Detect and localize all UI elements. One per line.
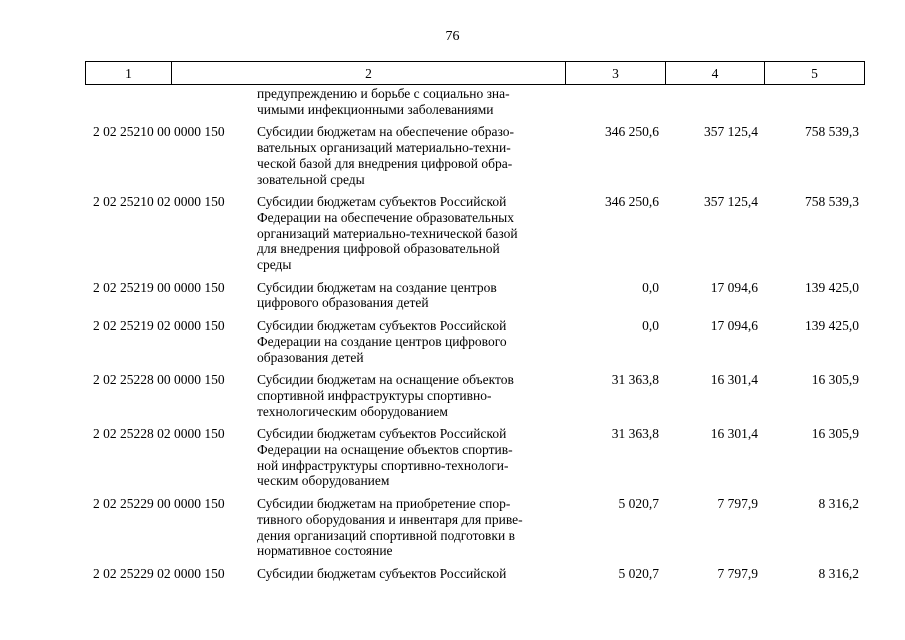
row-code: 2 02 25219 02 0000 150 — [93, 318, 225, 334]
table-row — [85, 86, 865, 117]
row-description: Субсидии бюджетам на приобретение спор- тивного оборудования и инвентаря для приве- дения организаций спортивной подготовки в нормативное состояние — [257, 496, 523, 559]
table-row — [85, 566, 865, 582]
row-value-col5: 8 316,2 — [818, 565, 859, 581]
row-value-col3: 31 363,8 — [611, 426, 659, 442]
row-description: Субсидии бюджетам на оснащение объектов спортивной инфраструктуры спортивно- технологическим оборудованием — [257, 372, 514, 419]
table-row — [85, 372, 865, 419]
row-value-col4: 7 797,9 — [717, 496, 758, 512]
row-value-col4: 357 125,4 — [704, 124, 758, 140]
row-value-col3: 0,0 — [642, 318, 659, 334]
budget-rows — [85, 86, 865, 582]
row-code: 2 02 25219 00 0000 150 — [93, 279, 225, 295]
row-value-col5: 139 425,0 — [805, 318, 859, 334]
row-value-col3: 5 020,7 — [618, 496, 659, 512]
row-value-col4: 17 094,6 — [710, 318, 758, 334]
table-row — [85, 318, 865, 365]
row-value-col4: 7 797,9 — [717, 565, 758, 581]
column-header-row — [86, 62, 865, 85]
row-value-col5: 16 305,9 — [811, 426, 859, 442]
row-value-col5: 8 316,2 — [818, 496, 859, 512]
row-description: Субсидии бюджетам субъектов Российской Федерации на оснащение объектов спортив- ной инфраструктуры спортивно-технологи- ческим оборудованием — [257, 426, 513, 489]
column-header-4: 4 — [666, 62, 765, 85]
row-description: Субсидии бюджетам на обеспечение образо- вательных организаций материально-техни- ческой базой для внедрения цифровой обра- зовательной среды — [257, 124, 514, 187]
row-value-col3: 5 020,7 — [618, 565, 659, 581]
row-value-col5: 16 305,9 — [811, 372, 859, 388]
row-code: 2 02 25210 00 0000 150 — [93, 124, 225, 140]
row-value-col5: 758 539,3 — [805, 124, 859, 140]
row-description: предупреждению и борьбе с социально зна- чимыми инфекционными заболеваниями — [257, 86, 510, 117]
row-value-col3: 31 363,8 — [611, 372, 659, 388]
table-row — [85, 280, 865, 311]
row-description: Субсидии бюджетам субъектов Российской Федерации на создание центров цифрового образования детей — [257, 318, 507, 365]
row-code: 2 02 25210 02 0000 150 — [93, 194, 225, 210]
row-description: Субсидии бюджетам субъектов Российской — [257, 565, 507, 581]
column-header-2: 2 — [172, 62, 566, 85]
column-header-1: 1 — [86, 62, 172, 85]
column-header-5: 5 — [765, 62, 865, 85]
row-value-col4: 17 094,6 — [710, 279, 758, 295]
row-code: 2 02 25229 02 0000 150 — [93, 565, 225, 581]
table-row — [85, 426, 865, 489]
row-code: 2 02 25228 00 0000 150 — [93, 372, 225, 388]
row-value-col5: 139 425,0 — [805, 279, 859, 295]
row-code: 2 02 25228 02 0000 150 — [93, 426, 225, 442]
table-row — [85, 124, 865, 187]
table-row — [85, 496, 865, 559]
row-value-col4: 16 301,4 — [710, 426, 758, 442]
row-value-col4: 16 301,4 — [710, 372, 758, 388]
row-value-col3: 0,0 — [642, 279, 659, 295]
row-value-col3: 346 250,6 — [605, 194, 659, 210]
row-code: 2 02 25229 00 0000 150 — [93, 496, 225, 512]
row-description: Субсидии бюджетам субъектов Российской Федерации на обеспечение образовательных организаций материально-технической базой для внедрения цифровой образовательной среды — [257, 194, 518, 273]
row-description: Субсидии бюджетам на создание центров цифрового образования детей — [257, 279, 497, 311]
column-header-table — [85, 61, 865, 85]
row-value-col4: 357 125,4 — [704, 194, 758, 210]
page-number: 76 — [445, 29, 460, 44]
column-header-3: 3 — [566, 62, 666, 85]
row-value-col5: 758 539,3 — [805, 194, 859, 210]
row-value-col3: 346 250,6 — [605, 124, 659, 140]
table-row — [85, 194, 865, 273]
